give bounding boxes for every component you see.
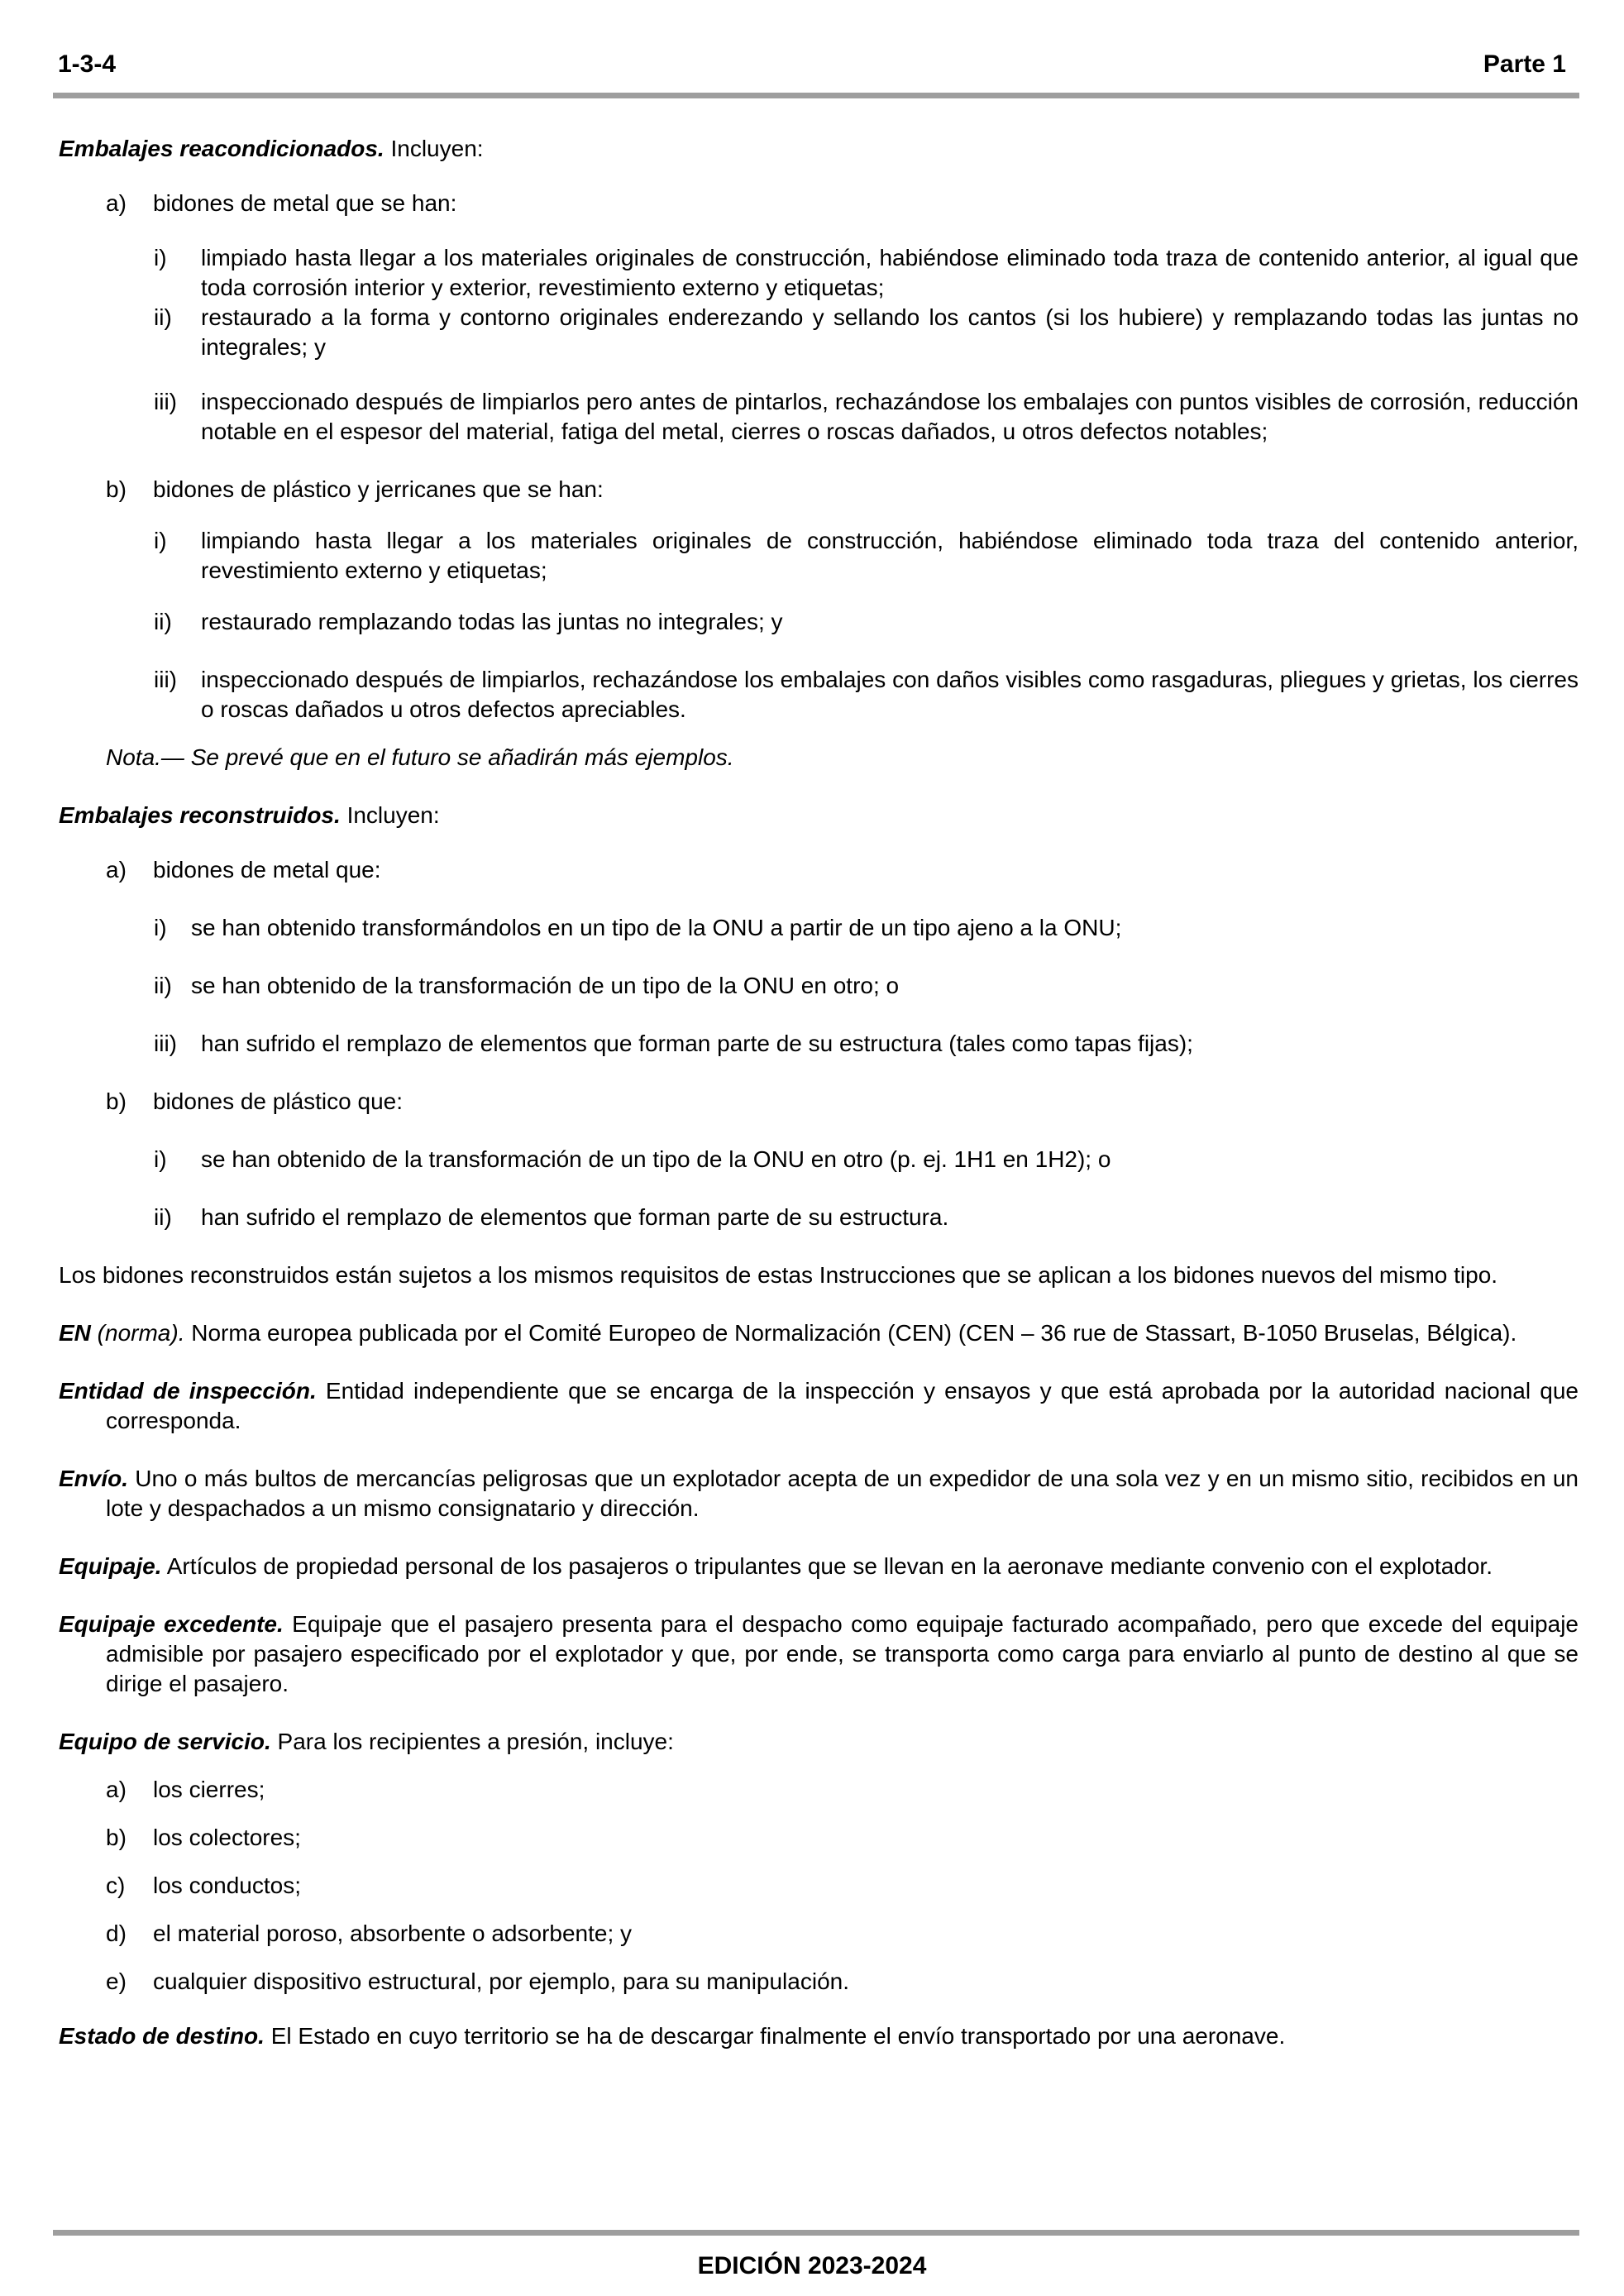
list-label: ii) — [154, 609, 172, 634]
list-item — [59, 1087, 1579, 1117]
list-label: e) — [106, 1968, 127, 1994]
term-label: Entidad de inspección. — [59, 1378, 317, 1404]
definition-equipaje — [59, 1552, 1579, 1581]
list-text: se han obtenido transformándolos en un tipo de la ONU a partir de un tipo ajeno a la ONU; — [191, 915, 1122, 940]
list-item — [59, 1145, 1579, 1174]
list-label: b) — [106, 1825, 127, 1850]
list-item — [59, 1775, 1579, 1805]
list-text: restaurado remplazando todas las juntas no integrales; y — [201, 609, 783, 634]
list-label: iii) — [154, 389, 177, 414]
list-item — [59, 665, 1579, 725]
list-label: i) — [154, 245, 167, 270]
term-intro: Incluyen: — [340, 802, 440, 828]
term-text: Uno o más bultos de mercancías peligrosas que un explotador acepta de un expedidor de una sola vez y en un mismo sitio, recibidos en un lote y despachados a un mismo consignatario y dirección. — [106, 1466, 1579, 1521]
list-label: i) — [154, 915, 167, 940]
term-text: Para los recipientes a presión, incluye: — [270, 1729, 674, 1754]
list-label: iii) — [154, 1031, 177, 1056]
term-label: Embalajes reacondicionados. — [59, 136, 385, 161]
header-rule — [53, 93, 1579, 98]
definition-estado-destino — [59, 2021, 1579, 2051]
list-item — [59, 1919, 1579, 1949]
term-label: Equipaje excedente. — [59, 1611, 284, 1637]
list-text: inspeccionado después de limpiarlos pero antes de pintarlos, rechazándose los embalajes con puntos visibles de corrosión, reducción notable en el espesor del material, fatiga del metal, cierres o roscas dañados, u otros defectos notables; — [201, 389, 1579, 444]
definition-envio — [59, 1464, 1579, 1523]
definition-entidad — [59, 1376, 1579, 1436]
list-text: los colectores; — [153, 1825, 301, 1850]
list-text: bidones de metal que: — [153, 857, 381, 883]
term-label: Equipo de servicio. — [59, 1729, 271, 1754]
list-label: iii) — [154, 667, 177, 692]
list-item — [59, 475, 1579, 505]
term-qualifier: (norma). — [90, 1320, 185, 1346]
list-item — [59, 971, 1579, 1001]
page-header — [58, 48, 1566, 88]
list-text: cualquier dispositivo estructural, por ejemplo, para su manipulación. — [153, 1968, 849, 1994]
list-item — [59, 913, 1579, 943]
list-text: restaurado a la forma y contorno originales enderezando y sellando los cantos (si los hubiere) y remplazando todas las juntas no integrales; y — [201, 304, 1579, 360]
definition-reconstruidos — [59, 801, 1579, 830]
note-text: Nota.— Se prevé que en el futuro se añadirán más ejemplos. — [106, 744, 734, 770]
term-text: Artículos de propiedad personal de los pasajeros o tripulantes que se llevan en la aeronave mediante convenio con el explotador. — [161, 1553, 1493, 1579]
term-label: EN — [59, 1320, 91, 1346]
list-text: bidones de plástico y jerricanes que se han: — [153, 476, 604, 502]
reconstruidos-closing: Los bidones reconstruidos están sujetos a los mismos requisitos de estas Instrucciones que se aplican a los bidones nuevos del mismo tipo. — [59, 1262, 1498, 1288]
list-item — [59, 1871, 1579, 1901]
section-number: 1-3-4 — [58, 50, 117, 78]
list-item — [59, 303, 1579, 362]
list-label: a) — [106, 190, 127, 216]
term-text: Equipaje que el pasajero presenta para el despacho como equipaje facturado acompañado, pero que excede del equipaje admisible por pasajero especificado por el explotador y que, por ende, se transporta como carga para enviarlo al punto de destino al que se dirige el pasajero. — [106, 1611, 1579, 1696]
list-text: bidones de plástico que: — [153, 1088, 403, 1114]
list-label: b) — [106, 1088, 127, 1114]
list-text: han sufrido el remplazo de elementos que forman parte de su estructura. — [201, 1204, 949, 1230]
part-label: Parte 1 — [1483, 50, 1566, 78]
list-text: inspeccionado después de limpiarlos, rechazándose los embalajes con daños visibles como rasgaduras, pliegues y grietas, los cierres o roscas dañados u otros defectos apreciables. — [201, 667, 1579, 722]
list-item — [59, 607, 1579, 637]
term-label: Estado de destino. — [59, 2023, 265, 2049]
list-label: ii) — [154, 304, 172, 330]
definition-equipaje-excedente — [59, 1610, 1579, 1699]
list-label: i) — [154, 1146, 167, 1172]
list-item — [59, 1967, 1579, 1997]
list-text: bidones de metal que se han: — [153, 190, 457, 216]
list-label: a) — [106, 1777, 127, 1802]
list-text: han sufrido el remplazo de elementos que forman parte de su estructura (tales como tapas fijas); — [201, 1031, 1193, 1056]
term-label: Equipaje. — [59, 1553, 162, 1579]
term-text: Entidad independiente que se encarga de la inspección y ensayos y que está aprobada por la autoridad nacional que corresponda. — [106, 1378, 1579, 1433]
list-text: se han obtenido de la transformación de un tipo de la ONU en otro (p. ej. 1H1 en 1H2); o — [201, 1146, 1111, 1172]
list-item — [59, 1029, 1579, 1059]
list-label: c) — [106, 1873, 126, 1898]
edition-footer: EDICIÓN 2023-2024 — [697, 2252, 927, 2279]
list-label: ii) — [154, 1204, 172, 1230]
list-label: d) — [106, 1921, 127, 1946]
list-label: b) — [106, 476, 127, 502]
list-text: limpiado hasta llegar a los materiales originales de construcción, habiéndose eliminado toda traza de contenido anterior, al igual que toda corrosión interior y exterior, revestimiento externo y etiquetas; — [201, 245, 1579, 300]
list-item — [59, 243, 1579, 303]
list-item — [59, 387, 1579, 447]
definition-reacondicionados — [59, 134, 1579, 164]
list-text: los conductos; — [153, 1873, 301, 1898]
list-text: limpiando hasta llegar a los materiales originales de construcción, habiéndose eliminado toda traza del contenido anterior, revestimiento externo y etiquetas; — [201, 528, 1579, 583]
list-label: i) — [154, 528, 167, 553]
list-item — [59, 1823, 1579, 1853]
term-label: Embalajes reconstruidos. — [59, 802, 341, 828]
list-item — [59, 526, 1579, 586]
list-item — [59, 189, 1579, 218]
list-label: ii) — [154, 973, 172, 998]
definition-en — [59, 1318, 1579, 1348]
list-text: los cierres; — [153, 1777, 265, 1802]
list-item — [59, 1203, 1579, 1232]
page-body — [59, 134, 1579, 2051]
term-label: Envío. — [59, 1466, 129, 1491]
term-text: Norma europea publicada por el Comité Europeo de Normalización (CEN) (CEN – 36 rue de Stassart, B-1050 Bruselas, Bélgica). — [184, 1320, 1517, 1346]
list-label: a) — [106, 857, 127, 883]
footer-rule — [53, 2230, 1579, 2236]
list-text: el material poroso, absorbente o adsorbente; y — [153, 1921, 633, 1946]
term-text: El Estado en cuyo territorio se ha de descargar finalmente el envío transportado por una aeronave. — [264, 2023, 1286, 2049]
definition-equipo-servicio — [59, 1727, 1579, 1757]
term-intro: Incluyen: — [384, 136, 484, 161]
list-text: se han obtenido de la transformación de un tipo de la ONU en otro; o — [191, 973, 900, 998]
list-item — [59, 855, 1579, 885]
